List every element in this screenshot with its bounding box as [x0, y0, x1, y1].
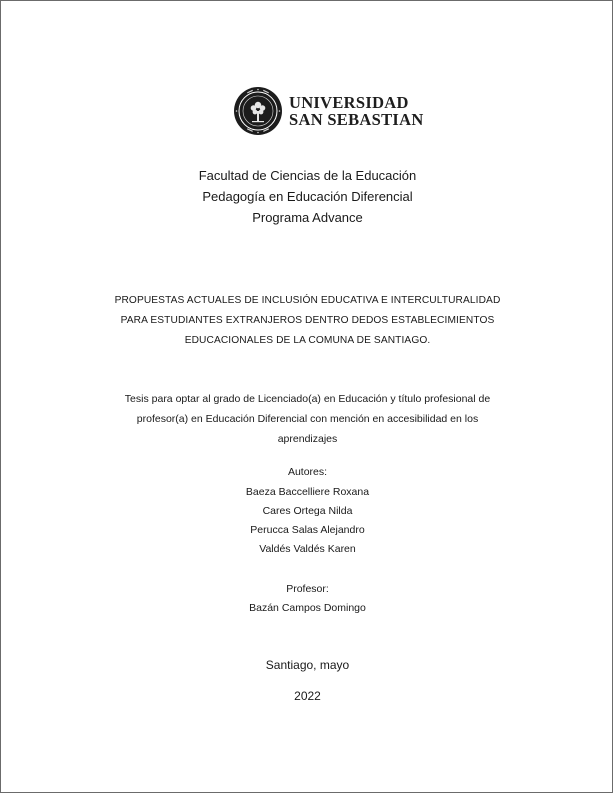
professor-label: Profesor:: [286, 583, 329, 595]
authors-label: Autores:: [287, 466, 328, 478]
year: 2022: [294, 689, 321, 703]
place-date: Santiago, mayo: [265, 658, 350, 672]
program-type: Programa Advance: [252, 210, 363, 225]
author-name: Cares Ortega Nilda: [262, 505, 353, 517]
university-name-line2: SAN SEBASTIAN: [289, 109, 424, 129]
professor-name: Bazán Campos Domingo: [249, 602, 366, 614]
degree-description-line1: Tesis para optar al grado de Licenciado(a) en Educación y título profesional de: [124, 393, 491, 405]
program-name: Pedagogía en Educación Diferencial: [202, 189, 413, 204]
thesis-title-line2: PARA ESTUDIANTES EXTRANJEROS DENTRO DEDOS ESTABLECIMIENTOS: [120, 315, 495, 326]
university-wordmark: [289, 94, 424, 129]
thesis-title-line1: PROPUESTAS ACTUALES DE INCLUSIÓN EDUCATIVA E INTERCULTURALIDAD: [114, 295, 501, 306]
author-name: Baeza Baccelliere Roxana: [245, 486, 370, 498]
university-seal-icon: [233, 86, 283, 136]
thesis-title-line3: EDUCACIONALES DE LA COMUNA DE SANTIAGO.: [184, 335, 431, 346]
university-logo: [233, 86, 424, 136]
author-name: Valdés Valdés Karen: [259, 543, 356, 555]
author-name: Perucca Salas Alejandro: [250, 524, 365, 536]
university-name-line1: UNIVERSIDAD: [289, 92, 409, 112]
faculty-name: Facultad de Ciencias de la Educación: [198, 168, 417, 183]
degree-description-line3: aprendizajes: [277, 433, 338, 445]
degree-description-line2: profesor(a) en Educación Diferencial con mención en accesibilidad en los: [136, 413, 479, 425]
